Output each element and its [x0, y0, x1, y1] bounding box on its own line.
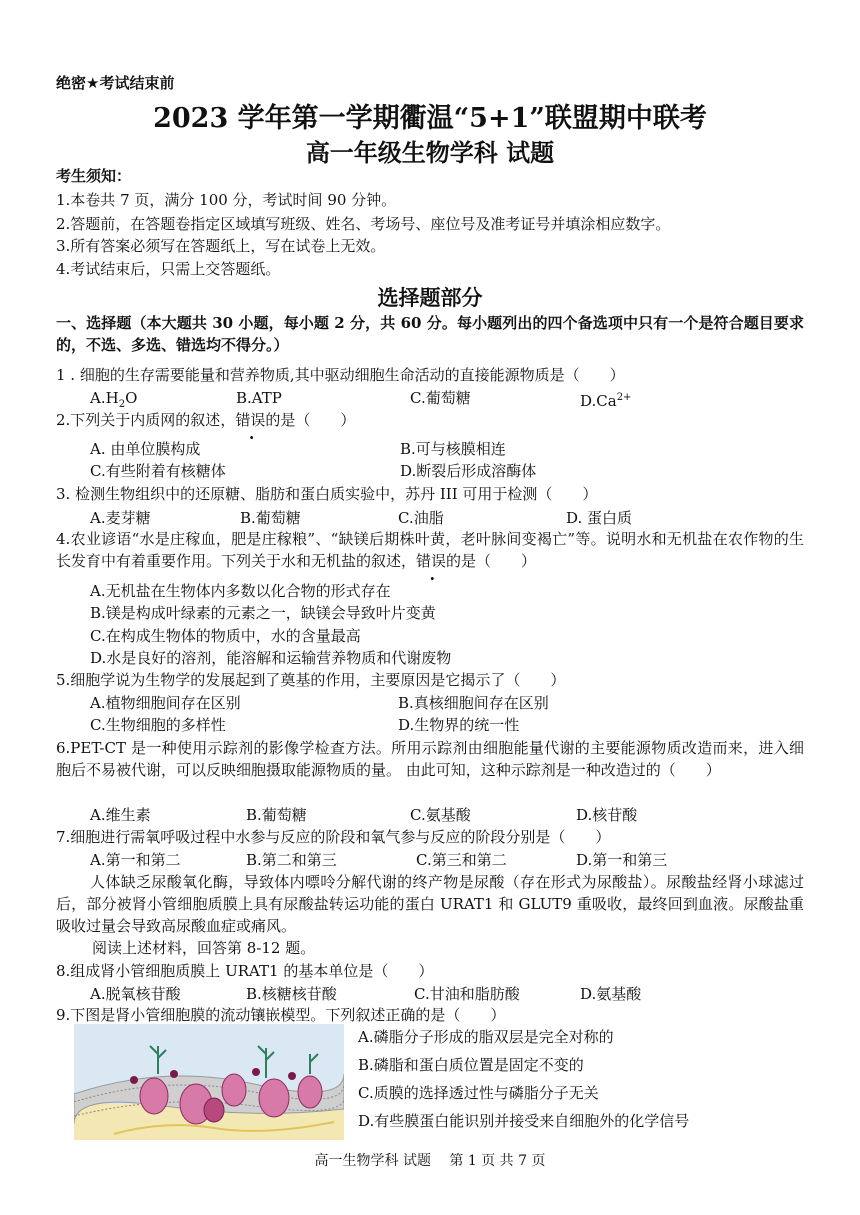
emphasis-wrong: 错误 — [416, 552, 447, 570]
q4-option-b: B.镁是构成叶绿素的元素之一，缺镁会导致叶片变黄 — [90, 604, 436, 622]
section-instruction: 一、选择题（本大题共 30 小题，每小题 2 分，共 60 分。每小题列出的四个备选项中只有一个是符合题目要求的，不选、多选、错选均不得分。） — [56, 314, 804, 354]
q4-option-d: D.水是良好的溶剂，能溶解和运输营养物质和代谢废物 — [90, 649, 452, 667]
question-5-stem: 5.细胞学说为生物学的发展起到了奠基的作用，主要原因是它揭示了（ ） — [56, 671, 566, 689]
q2-option-c: C.有些附着有核糖体 — [90, 462, 226, 480]
question-6-stem: 6.PET-CT 是一种使用示踪剂的影像学检查方法。所用示踪剂由细胞能量代谢的主要能源物质改造而来，进入细胞后不易被代谢，可以反映细胞摄取能源物质的量。 由此可知，这种示踪剂是一种改造过的（ ） — [56, 739, 804, 779]
exam-title: 2023 学年第一学期衢温“5+1”联盟期中联考 — [153, 103, 707, 134]
q6-option-c: C.氨基酸 — [410, 806, 471, 824]
q6-option-a: A.维生素 — [90, 806, 151, 824]
q9-option-a: A.磷脂分子形成的脂双层是完全对称的 — [358, 1028, 614, 1046]
q8-option-d: D.氨基酸 — [580, 985, 642, 1003]
q3-option-b: B.葡萄糖 — [240, 509, 301, 527]
emphasis-wrong: 错误 — [235, 411, 266, 429]
fluid-mosaic-model-image — [74, 1024, 344, 1140]
confidential-mark: 绝密★考试结束前 — [56, 74, 175, 92]
q5-option-b: B.真核细胞间存在区别 — [398, 694, 549, 712]
reading-material: 人体缺乏尿酸氧化酶，导致体内嘌呤分解代谢的终产物是尿酸（存在形式为尿酸盐）。尿酸盐经肾小球滤过后，部分被肾小管细胞质膜上具有尿酸盐转运功能的蛋白 URAT1 和 GLUT9 重吸收，最终回到血液。尿酸盐重吸收过量会导致高尿酸血症或痛风。 — [56, 873, 804, 935]
exam-subtitle: 高一年级生物学科 试题 — [305, 138, 555, 167]
q9-option-b: B.磷脂和蛋白质位置是固定不变的 — [358, 1056, 584, 1074]
q2-option-a: A. 由单位膜构成 — [90, 440, 201, 458]
q7-option-c: C.第三和第二 — [416, 851, 507, 869]
notice-item: 3.所有答案必须写在答题纸上，写在试卷上无效。 — [56, 237, 386, 255]
q5-option-a: A.植物细胞间存在区别 — [90, 694, 241, 712]
notice-heading: 考生须知： — [56, 167, 132, 185]
q6-option-b: B.葡萄糖 — [246, 806, 307, 824]
q5-option-d: D.生物界的统一性 — [398, 716, 520, 734]
q4-option-c: C.在构成生物体的物质中，水的含量最高 — [90, 627, 361, 645]
q1-option-a: $A.H_2O$ — [90, 389, 138, 410]
question-2-stem: 2.下列关于内质网的叙述，错误的是（ ） — [56, 411, 356, 429]
question-4-stem: 4.农业谚语“水是庄稼血，肥是庄稼粮”、“缺镁后期株叶黄，老叶脉间变褐亡”等。说明水和无机盐在农作物的生长发育中有着重要作用。下列关于水和无机盐的叙述，错误的是（ ） — [56, 530, 804, 570]
question-8-stem: 8.组成肾小管细胞质膜上 URAT1 的基本单位是（ ） — [56, 962, 434, 980]
q8-option-a: A.脱氧核苷酸 — [90, 985, 181, 1003]
notice-item: 4.考试结束后，只需上交答题纸。 — [56, 260, 281, 278]
q5-option-c: C.生物细胞的多样性 — [90, 716, 226, 734]
notice-item: 1.本卷共 7 页，满分 100 分，考试时间 90 分钟。 — [56, 191, 397, 209]
q1-option-b: B.ATP — [236, 389, 282, 407]
q9-option-c: C.质膜的选择透过性与磷脂分子无关 — [358, 1084, 599, 1102]
q2-option-b: B.可与核膜相连 — [400, 440, 506, 458]
section-title: 选择题部分 — [377, 285, 483, 310]
q1-option-c: C.葡萄糖 — [410, 389, 471, 407]
question-9-stem: 9.下图是肾小管细胞膜的流动镶嵌模型。下列叙述正确的是（ ） — [56, 1006, 506, 1024]
q7-option-d: D.第一和第三 — [576, 851, 668, 869]
notice-item: 2.答题前，在答题卷指定区域填写班级、姓名、考场号、座位号及准考证号并填涂相应数字。 — [56, 215, 671, 233]
q8-option-b: B.核糖核苷酸 — [246, 985, 337, 1003]
q2-option-d: D.断裂后形成溶酶体 — [400, 462, 537, 480]
reading-instruction: 阅读上述材料，回答第 8-12 题。 — [92, 939, 316, 957]
question-1-stem: 1 . 细胞的生存需要能量和营养物质,其中驱动细胞生命活动的直接能源物质是（ ） — [56, 366, 625, 384]
q3-option-d: D. 蛋白质 — [566, 509, 633, 527]
q9-option-d: D.有些膜蛋白能识别并接受来自细胞外的化学信号 — [358, 1112, 690, 1130]
q3-option-c: C.油脂 — [398, 509, 444, 527]
q7-option-b: B.第二和第三 — [246, 851, 337, 869]
q4-option-a: A.无机盐在生物体内多数以化合物的形式存在 — [90, 582, 391, 600]
q8-option-c: C.甘油和脂肪酸 — [414, 985, 520, 1003]
q3-option-a: A.麦芽糖 — [90, 509, 151, 527]
q1-option-d: $D.Ca^{2+}$ — [580, 392, 632, 410]
page-footer: 高一生物学科 试题 第 1 页 共 7 页 — [314, 1153, 546, 1169]
q6-option-d: D.核苷酸 — [576, 806, 638, 824]
question-7-stem: 7.细胞进行需氧呼吸过程中水参与反应的阶段和氧气参与反应的阶段分别是（ ） — [56, 828, 611, 846]
q7-option-a: A.第一和第二 — [90, 851, 181, 869]
question-3-stem: 3. 检测生物组织中的还原糖、脂肪和蛋白质实验中，苏丹 III 可用于检测（ ） — [56, 485, 598, 503]
